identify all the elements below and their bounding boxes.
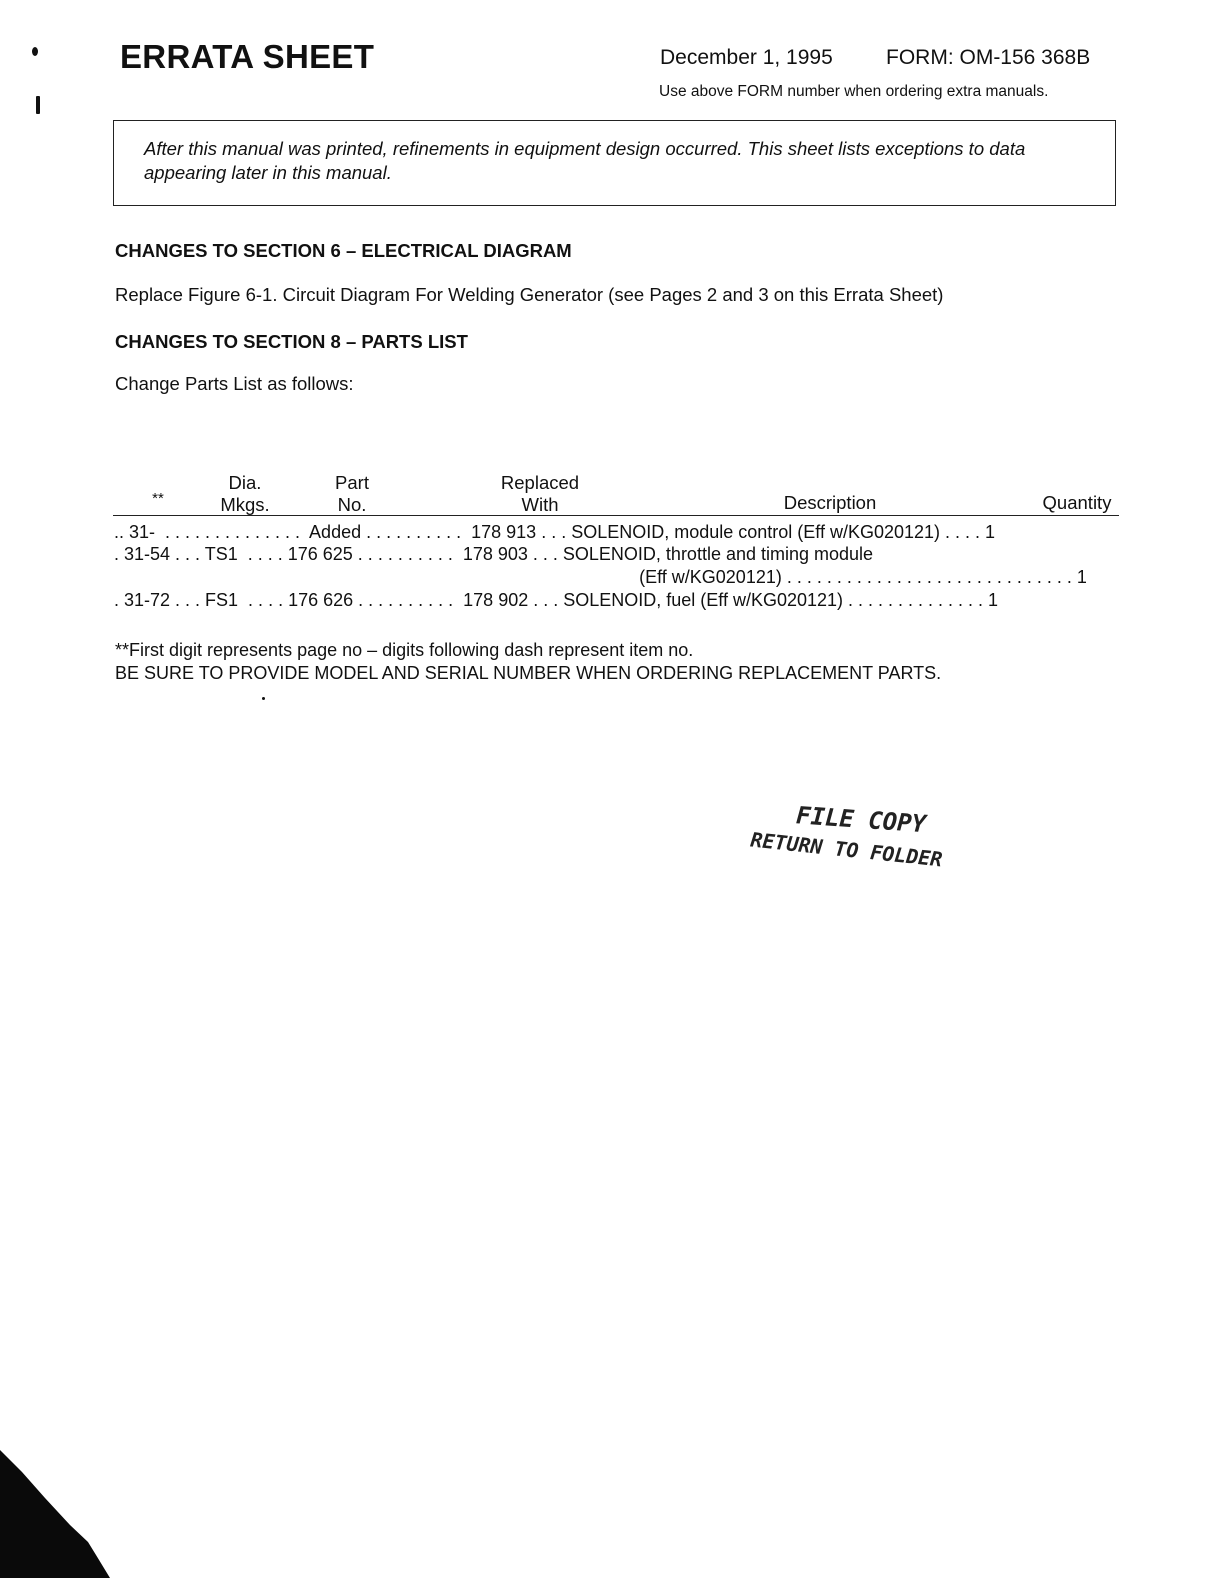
section-6-text: Replace Figure 6-1. Circuit Diagram For Welding Generator (see Pages 2 and 3 on this Errata Sheet) xyxy=(115,284,944,305)
header-part xyxy=(312,472,392,516)
section-6-heading: CHANGES TO SECTION 6 – ELECTRICAL DIAGRAM xyxy=(115,240,572,261)
table-row: .. 31- . . . . . . . . . . . . . . Added . . . . . . . . . . 178 913 . . . SOLENOID, module control (Eff w/KG020121) . . . . 1 xyxy=(114,522,996,542)
table-row: . 31-72 . . . FS1 . . . . 176 626 . . . . . . . . . . 178 902 . . . SOLENOID, fuel (Eff w/KG020121) . . . . . . . . . . . . . . 1 xyxy=(114,590,999,610)
form-note: Use above FORM number when ordering extra manuals. xyxy=(659,83,1049,100)
header-description: Description xyxy=(783,492,877,513)
notice-box xyxy=(113,120,1116,206)
notice-text: After this manual was printed, refinements in equipment design occurred. This sheet lists exceptions to data appearing later in this manual. xyxy=(144,138,1026,183)
stamp-line2: RETURN TO FOLDER xyxy=(749,827,944,872)
table-row-continuation: (Eff w/KG020121) . . . . . . . . . . . . . . . . . . . . . . . . . . . . . 1 xyxy=(114,567,1087,587)
page-title: ERRATA SHEET xyxy=(120,38,375,75)
header-star: ** xyxy=(152,490,164,507)
form-number: FORM: OM-156 368B xyxy=(886,46,1091,69)
footnote: **First digit represents page no – digits following dash represent item no. xyxy=(115,640,694,660)
header-dia xyxy=(205,472,285,516)
header-replaced-line1: Replaced xyxy=(500,472,580,493)
section-8-heading: CHANGES TO SECTION 8 – PARTS LIST xyxy=(115,331,468,352)
section-8-text: Change Parts List as follows: xyxy=(115,373,354,394)
document-date: December 1, 1995 xyxy=(660,46,833,69)
header-quantity: Quantity xyxy=(1042,492,1112,513)
scan-speck xyxy=(36,96,40,114)
header-dia-line2: Mkgs. xyxy=(220,494,270,515)
table-rule xyxy=(113,515,1119,516)
table-row: . 31-54 . . . TS1 . . . . 176 625 . . . . . . . . . . 178 903 . . . SOLENOID, throttle and timing module xyxy=(114,544,874,564)
file-copy-stamp xyxy=(749,801,990,872)
header-replaced-line2: With xyxy=(521,494,559,515)
stamp-line1: FILE COPY xyxy=(795,801,927,839)
header-part-line1: Part xyxy=(335,472,369,493)
scan-speck xyxy=(32,47,38,56)
footnote-notice: BE SURE TO PROVIDE MODEL AND SERIAL NUMBER WHEN ORDERING REPLACEMENT PARTS. xyxy=(115,663,942,683)
page-corner-shadow xyxy=(0,1450,130,1578)
header-replaced xyxy=(490,472,590,516)
scan-speck xyxy=(262,697,265,700)
header-dia-line1: Dia. xyxy=(228,472,262,493)
header-part-line2: No. xyxy=(337,494,367,515)
